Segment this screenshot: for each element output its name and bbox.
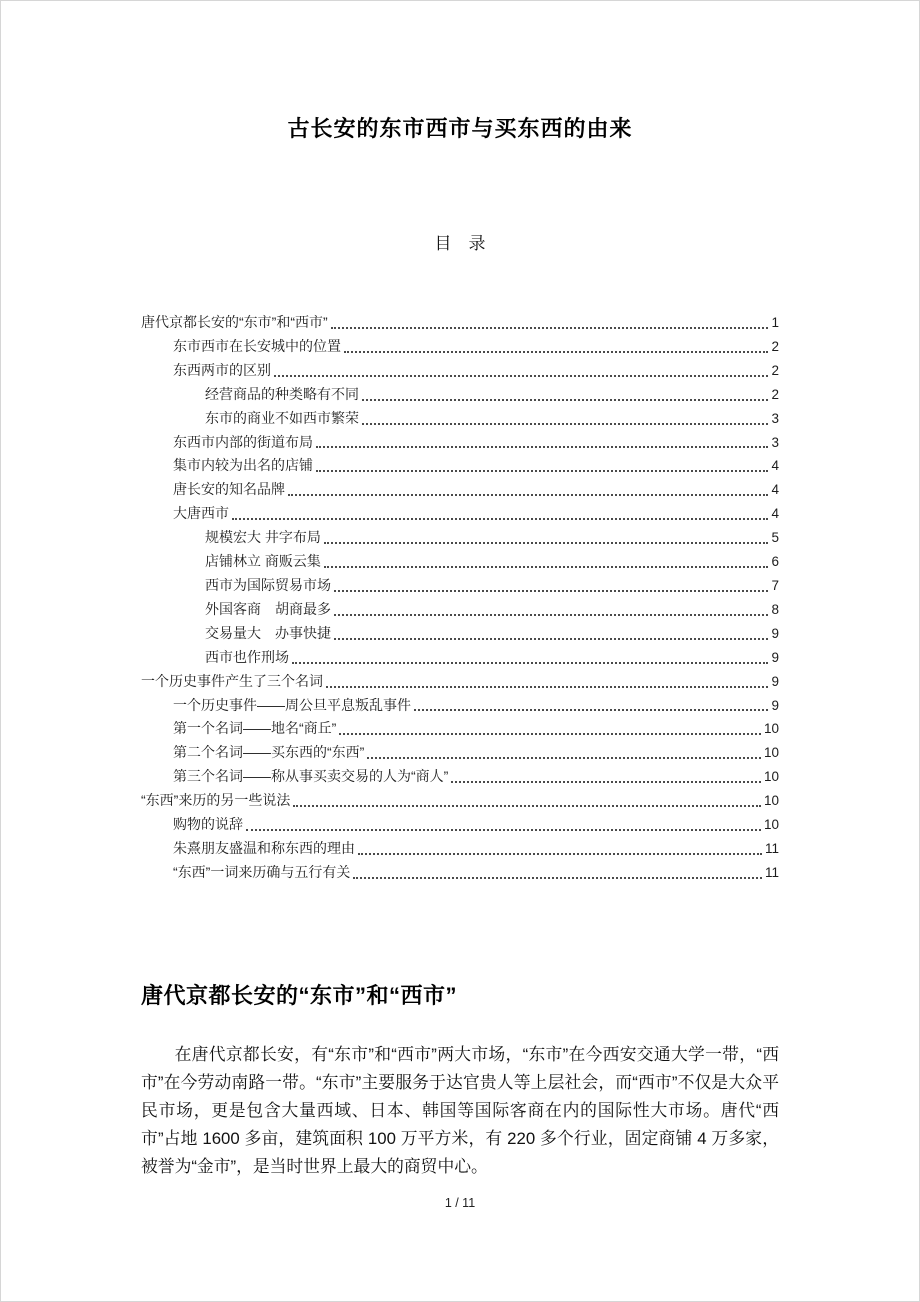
toc-entry-label: 朱熹朋友盛温和称东西的理由 — [173, 839, 355, 856]
toc-dotted-leader — [451, 781, 761, 783]
toc-entry-label: 东市的商业不如西市繁荣 — [205, 409, 359, 426]
toc-entry[interactable] — [141, 550, 779, 574]
toc-dotted-leader — [334, 590, 768, 592]
table-of-contents — [141, 311, 779, 885]
toc-entry[interactable] — [141, 670, 779, 694]
section-heading: 唐代京都长安的“东市”和“西市” — [141, 982, 458, 1008]
toc-entry-label: 东市西市在长安城中的位置 — [173, 337, 341, 354]
toc-entry-page-number: 6 — [771, 554, 779, 570]
toc-entry-label: 规模宏大 井字布局 — [205, 529, 321, 546]
toc-entry-label: 一个历史事件产生了三个名词 — [141, 672, 323, 689]
toc-entry[interactable] — [141, 431, 779, 455]
toc-dotted-leader — [362, 423, 768, 425]
toc-entry-page-number: 7 — [771, 577, 779, 593]
toc-entry[interactable] — [141, 502, 779, 526]
toc-entry[interactable] — [141, 646, 779, 670]
toc-dotted-leader — [334, 638, 768, 640]
toc-entry-page-number: 11 — [764, 840, 779, 856]
toc-dotted-leader — [326, 686, 768, 688]
toc-entry-label: 集市内较为出名的店铺 — [173, 457, 313, 474]
toc-entry-page-number: 2 — [771, 386, 779, 402]
toc-entry-page-number: 9 — [771, 673, 779, 689]
toc-entry-page-number: 8 — [771, 601, 779, 617]
toc-dotted-leader — [362, 399, 768, 401]
toc-entry-label: 唐长安的知名品牌 — [173, 481, 285, 498]
toc-entry[interactable] — [141, 837, 779, 861]
toc-entry-label: 一个历史事件——周公旦平息叛乱事件 — [173, 696, 411, 713]
toc-entry-label: 交易量大 办事快捷 — [205, 624, 331, 641]
toc-entry[interactable] — [141, 741, 779, 765]
toc-entry-label: “东西”一词来历确与五行有关 — [173, 863, 351, 880]
toc-entry-page-number: 10 — [763, 769, 779, 785]
toc-entry[interactable] — [141, 311, 779, 335]
toc-dotted-leader — [414, 709, 768, 711]
toc-entry-page-number: 5 — [771, 530, 779, 546]
toc-dotted-leader — [293, 805, 761, 807]
toc-entry-page-number: 10 — [763, 817, 779, 833]
toc-entry-page-number: 2 — [771, 338, 779, 354]
toc-dotted-leader — [288, 494, 768, 496]
toc-entry-page-number: 4 — [771, 458, 779, 474]
toc-entry-label: 西市为国际贸易市场 — [205, 576, 331, 593]
toc-entry-page-number: 9 — [771, 697, 779, 713]
toc-dotted-leader — [324, 542, 769, 544]
toc-entry[interactable] — [141, 789, 779, 813]
toc-entry-label: 东西两市的区别 — [173, 361, 271, 378]
toc-entry-page-number: 1 — [771, 315, 779, 330]
toc-entry-label: 第三个名词——称从事买卖交易的人为“商人” — [173, 768, 449, 785]
toc-entry[interactable] — [141, 574, 779, 598]
toc-entry[interactable] — [141, 765, 779, 789]
toc-entry-page-number: 11 — [764, 864, 779, 880]
toc-dotted-leader — [274, 375, 768, 377]
toc-dotted-leader — [324, 566, 769, 568]
toc-dotted-leader — [316, 470, 768, 472]
toc-entry[interactable] — [141, 526, 779, 550]
toc-dotted-leader — [292, 662, 768, 664]
toc-dotted-leader — [344, 351, 768, 353]
toc-entry-label: 经营商品的种类略有不同 — [205, 385, 359, 402]
toc-entry-label: 第二个名词——买东西的“东西” — [173, 744, 365, 761]
toc-entry-page-number: 10 — [763, 793, 779, 809]
toc-dotted-leader — [353, 877, 762, 879]
toc-dotted-leader — [334, 614, 768, 616]
toc-entry-page-number: 2 — [771, 362, 779, 378]
toc-dotted-leader — [358, 853, 762, 855]
toc-entry-page-number: 9 — [771, 625, 779, 641]
toc-entry-label: 购物的说辞 — [173, 816, 243, 833]
toc-entry[interactable] — [141, 622, 779, 646]
toc-entry-label: 唐代京都长安的“东市”和“西市” — [141, 314, 328, 330]
toc-entry-label: 第一个名词——地名“商丘” — [173, 720, 337, 737]
document-title: 古长安的东市西市与买东西的由来 — [287, 116, 633, 141]
toc-entry-page-number: 3 — [771, 410, 779, 426]
toc-dotted-leader — [246, 829, 761, 831]
toc-dotted-leader — [232, 518, 768, 520]
toc-entry[interactable] — [141, 861, 779, 885]
toc-dotted-leader — [316, 446, 768, 448]
toc-entry-page-number: 10 — [763, 721, 779, 737]
toc-entry-page-number: 4 — [771, 506, 779, 522]
toc-entry-label: 东西市内部的街道布局 — [173, 433, 313, 450]
toc-entry-label: 西市也作刑场 — [205, 648, 289, 665]
toc-dotted-leader — [339, 733, 761, 735]
toc-entry[interactable] — [141, 383, 779, 407]
toc-entry[interactable] — [141, 598, 779, 622]
body-paragraph: 在唐代京都长安，有“东市”和“西市”两大市场，“东市”在今西安交通大学一带，“西市”在今劳动南路一带。“东市”主要服务于达官贵人等上层社会，而“西市”不仅是大众平民市场，更是包含大量西域、日本、韩国等国际客商在内的国际性大市场。唐代“西市”占地 1600 多亩，建筑面积 100 万平方米，有 220 多个行业，固定商铺 4 万多家，被誉为“金市”，是当时世界上最大的商贸中心。 — [141, 1044, 779, 1176]
toc-entry[interactable] — [141, 359, 779, 383]
toc-entry[interactable] — [141, 454, 779, 478]
toc-heading: 目 录 — [434, 234, 486, 253]
toc-entry-label: 店铺林立 商贩云集 — [205, 553, 321, 570]
toc-entry[interactable] — [141, 717, 779, 741]
toc-dotted-leader — [367, 757, 761, 759]
toc-entry-page-number: 3 — [771, 434, 779, 450]
toc-entry-page-number: 10 — [763, 745, 779, 761]
toc-entry[interactable] — [141, 478, 779, 502]
toc-entry[interactable] — [141, 813, 779, 837]
toc-entry-label: “东西”来历的另一些说法 — [141, 792, 291, 809]
page-number-footer: 1 / 11 — [444, 1196, 476, 1210]
toc-entry-page-number: 9 — [771, 649, 779, 665]
toc-dotted-leader — [331, 327, 769, 329]
toc-entry[interactable] — [141, 335, 779, 359]
toc-entry[interactable] — [141, 407, 779, 431]
toc-entry-label: 外国客商 胡商最多 — [205, 600, 331, 617]
toc-entry-page-number: 4 — [771, 482, 779, 498]
toc-entry[interactable] — [141, 694, 779, 718]
toc-entry-label: 大唐西市 — [173, 505, 229, 522]
